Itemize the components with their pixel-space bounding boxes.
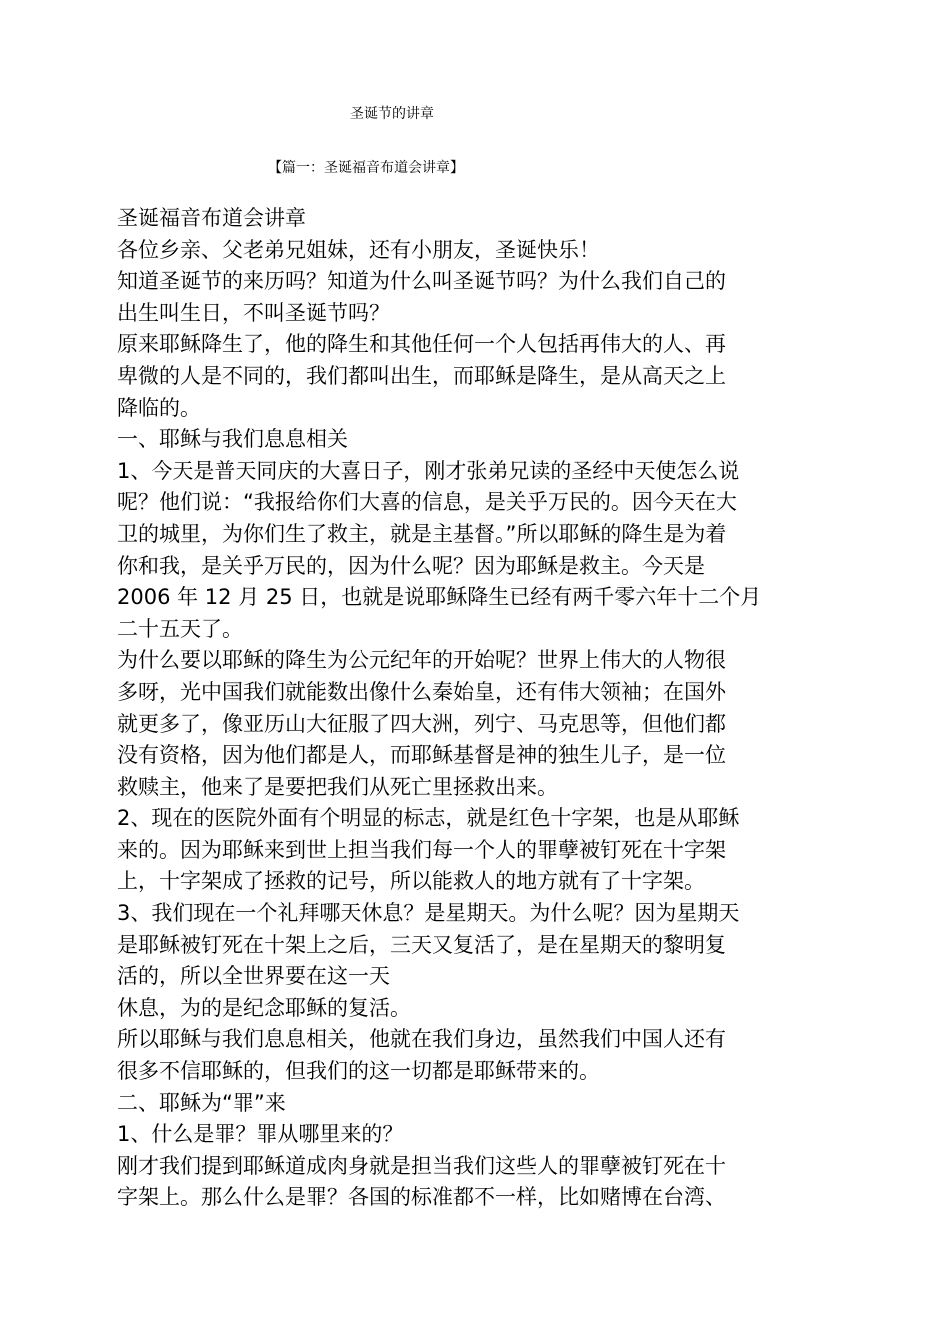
- document-subtitle: 【篇一：圣诞福音布道会讲章】: [268, 160, 464, 176]
- text-line: 2、现在的医院外面有个明显的标志，就是红色十字架，也是从耶稣: [117, 806, 740, 831]
- text-line: 2006 年 12 月 25 日，也就是说耶稣降生已经有两千零六年十二个月: [117, 585, 762, 610]
- text-line: 救赎主，他来了是要把我们从死亡里拯救出来。: [117, 774, 558, 799]
- text-line: 呢？他们说：“我报给你们大喜的信息，是关乎万民的。因今天在大: [117, 490, 737, 515]
- text-line: 卫的城里，为你们生了救主，就是主基督。”所以耶稣的降生是为着: [117, 521, 727, 546]
- text-line: 1、今天是普天同庆的大喜日子，刚才张弟兄读的圣经中天使怎么说: [117, 458, 740, 483]
- text-line: 卑微的人是不同的，我们都叫出生，而耶稣是降生，是从高天之上: [117, 363, 726, 388]
- text-line: 上，十字架成了拯救的记号，所以能救人的地方就有了十字架。: [117, 869, 705, 894]
- text-line: 字架上。那么什么是罪？各国的标准都不一样，比如赌博在台湾、: [117, 1185, 726, 1210]
- text-line: 降临的。: [117, 395, 201, 420]
- text-line: 没有资格，因为他们都是人，而耶稣基督是神的独生儿子，是一位: [117, 743, 726, 768]
- text-line: 休息，为的是纪念耶稣的复活。: [117, 995, 411, 1020]
- text-line: 二、耶稣为“罪”来: [117, 1090, 286, 1115]
- text-line: 来的。因为耶稣来到世上担当我们每一个人的罪孽被钉死在十字架: [117, 837, 726, 862]
- text-line: 是耶稣被钉死在十架上之后，三天又复活了，是在星期天的黎明复: [117, 932, 726, 957]
- document-body: [117, 203, 837, 1214]
- text-line: 知道圣诞节的来历吗？知道为什么叫圣诞节吗？为什么我们自己的: [117, 269, 726, 294]
- text-line: 1、什么是罪？罪从哪里来的？: [117, 1122, 404, 1147]
- text-line: 二十五天了。: [117, 616, 243, 641]
- text-line: 一、耶稣与我们息息相关: [117, 427, 348, 452]
- text-line: 刚才我们提到耶稣道成肉身就是担当我们这些人的罪孽被钉死在十: [117, 1153, 726, 1178]
- text-line: 为什么要以耶稣的降生为公元纪年的开始呢？世界上伟大的人物很: [117, 648, 726, 673]
- text-line: 很多不信耶稣的，但我们的这一切都是耶稣带来的。: [117, 1059, 600, 1084]
- document-title: 圣诞节的讲章: [350, 106, 434, 122]
- text-line: 就更多了，像亚历山大征服了四大洲，列宁、马克思等，但他们都: [117, 711, 726, 736]
- text-line: 原来耶稣降生了，他的降生和其他任何一个人包括再伟大的人、再: [117, 332, 726, 357]
- text-line: 圣诞福音布道会讲章: [117, 206, 306, 230]
- text-line: 各位乡亲、父老弟兄姐妹，还有小朋友，圣诞快乐！: [117, 237, 600, 262]
- text-line: 所以耶稣与我们息息相关，他就在我们身边，虽然我们中国人还有: [117, 1027, 726, 1052]
- text-line: 出生叫生日，不叫圣诞节吗？: [117, 300, 390, 325]
- text-line: 多呀，光中国我们就能数出像什么秦始皇，还有伟大领袖；在国外: [117, 679, 726, 704]
- text-line: 3、我们现在一个礼拜哪天休息？是星期天。为什么呢？因为星期天: [117, 901, 740, 926]
- text-line: 你和我，是关乎万民的，因为什么呢？因为耶稣是救主。今天是: [117, 553, 705, 578]
- text-line: 活的，所以全世界要在这一天: [117, 964, 390, 989]
